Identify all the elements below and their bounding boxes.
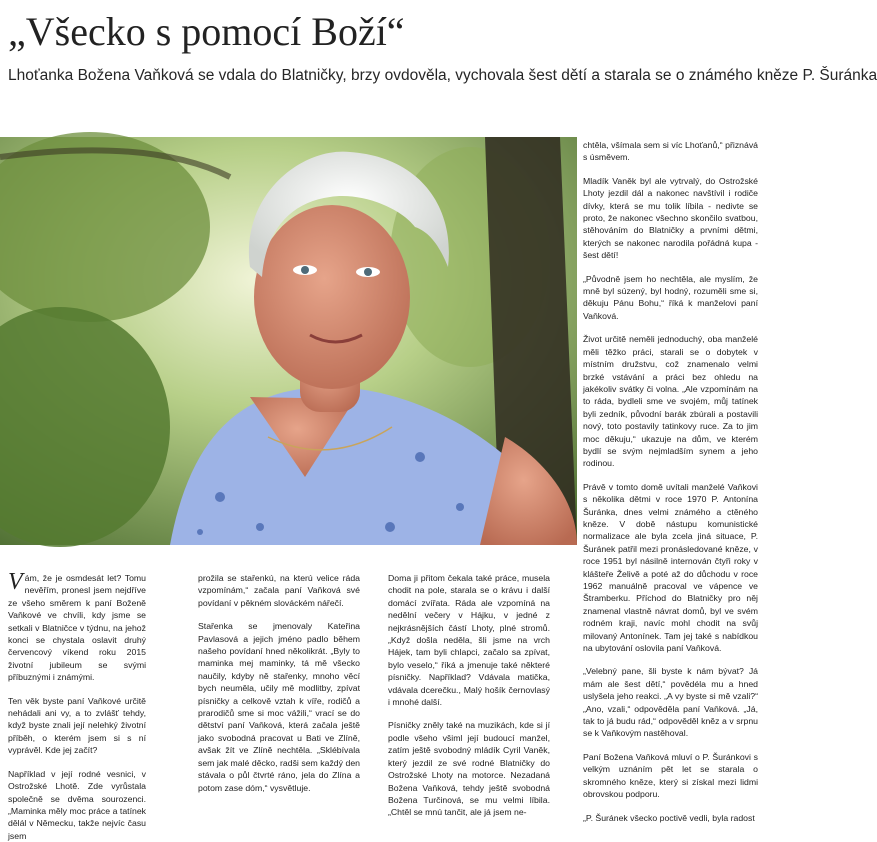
paragraph: Stařenka se jmenovaly Kateřina Pavlasová a jejich jméno padlo během našeho povídaní hned několikrát. „Byly to maminka mej maminky, tá mě všecko naučily, kdyby ně stařenky, mnoho věcí bych neuměla, učily mě modlitby, zpívat písničky a celkově vztah k víře, rodičů a prarodičů sme si moc vážili,“ vrací se do dětství paní Vaňková, která začala ještě jako svobodná pracovat u Bati ve Zlíně, avšak žít ve Zlíně nechtěla. „Sklébívala sem jak malé děcko, radši sem každý den stávala o půl čtvrté ráno, jela do Zlína a potom zase dóm,“ vysvětluje. [198,621,360,793]
drop-cap: V [8,569,23,595]
paragraph: chtěla, všímala sem si víc Lhoťanů,“ přiznává s úsměvem. [583,140,758,163]
article-title: „Všecko s pomocí Boží“ [8,9,405,54]
paragraph: Právě v tomto domě uvítali manželé Vaňkovi s několika dětmi v roce 1970 P. Antonína Šuránka, dnes velmi známého a ctěného kněze. V době nástupu komunistické normalizace ale byla zcela jiná situace, P. Šuránek patřil mezi pronásledované kněze, v roce 1951 byl násilně internován čtyři roky v klášteře Želivě a poté až do důchodu v roce 1962 manuálně pracoval ve vápence ve Štramberku. Příchod do Blatničky pro něj znamenal vlastně návrat domů, byl ve svém rodném kraji, navíc mohl chodit na svůj milovaný Antonínek. Tam jej také s nabídkou na ubytování oslovila paní Vaňková. [583,481,758,654]
paragraph [8,569,146,684]
paragraph: Paní Božena Vaňková mluví o P. Šuránkovi s velkým uznáním pět let se starala o skromného kněze, který si získal mezi lidmi obrovskou podporu. [583,751,758,800]
paragraph: Například v její rodné vesnici, v Ostrožské Lhotě. Zde vyrůstala společně se dvěma sourozenci. „Maminka měly moc práce a tatínek dělál v Německu, takže nejvíc času jsem [8,768,146,841]
article-column-3 [388,572,550,819]
paragraph: Život určitě neměli jednoduchý, oba manželé měli těžko práci, starali se o dobytek v místním družstvu, což znamenalo velmi brzké vstávání a práci bez ohledu na jakékoliv svátky či volna. „Ale vzpomínám na to ráda, bydleli sme ve svojém, můj tatínek byli zedník, původní barák zbúrali a postavili nový, toto postavily tatinkovy ruce. Za to jim moc děkuju,“ ukazuje na dům, ve kterém bydlí se svým nejmladším synem a jeho rodinou. [583,334,758,469]
paragraph: Ten věk byste paní Vaňkové určitě nehádali ani vy, a to zvlášť tehdy, když byste znali její nelehký životní příběh, o kterém jsem si s ní vyprávěl. Kde jej začít? [8,695,146,756]
paragraph: „Velebný pane, šli byste k nám bývat? Já mám ale šest dětí,“ povědéla mu a hned uslyšela jeho reakci. „A vy byste si mě vzali?“ „Ano, vzali,“ odpověděla paní Vaňková. „Já, tak to já budu rád,“ odpověděl kněz a v srpnu se k Vaňkovým nastěhoval. [583,666,758,739]
paragraph: „Původně jsem ho nechtěla, ale myslím, že mně byl súzený, byl hodný, rozuměli sme si, děkuju Pánu Bohu,“ říká k manželovi paní Vaňková. [583,273,758,321]
portrait-photo [0,137,577,545]
paragraph: Doma ji přitom čekala také práce, musela chodit na pole, starala se o krávu i další domácí zvířata. Ráda ale vzpomíná na nedělní večery v Hájku, v jedné z nejkrásnějších částí Lhoty, plné stromů. „Když došla neděla, šli jsme na vrch Hájek, tam byli chlapci, začalo sa zpívat, bylo veselo,“ říká a jmenuje také některé písničky. Například? Vdávala matička, vdávala dcerečku., Malý hošík černovlasý i mnohé další. [388,573,550,708]
paragraph-text: ám, že je osmdesát let? Tomu nevěřím, pronesl jsem nejdříve ze všeho směrem k paní Boženě Vaňkové ve chvíli, kdy jsme se setkali v Blatničce v týdnu, na jehož konci se chystala oslavit druhý červencový víkend roku 2015 životní jubileum se svými příbuznými i známými. [8,573,146,683]
portrait-illustration [0,137,577,545]
paragraph: „P. Šuránek všecko poctivě vedli, byla radost [583,812,755,823]
paragraph: prožila se stařenkú, na kterú velice ráda vzpomínám,“ začala paní Vaňková své povídaní v pěkném slováckém nářečí. [198,573,360,608]
article-column-2 [198,572,360,794]
article-column-1 [8,569,146,842]
paragraph: Mladík Vaněk byl ale vytrvalý, do Ostrožské Lhoty jezdil dál a nakonec navštívil i rodiče dívky, která se mu tolik líbila - nedivte se proto, že nakonec všechno skončilo svatbou, stěhováním do Blatničky a prvními dětmi, kterých se nakonec narodila pořádná kupa - šest dětí! [583,175,758,261]
article-subtitle: Lhoťanka Božena Vaňková se vdala do Blatničky, brzy ovdověla, vychovala šest dětí a starala se o známého kněze P. Šuránka [8,67,877,84]
paragraph: Písničky zněly také na muzikách, kde si jí podle všeho všiml její budoucí manžel, zatím ještě svobodný mládík Cyril Vaněk, který jezdil ze své rodné Blatničky do Ostrožské Lhoty na motorce. Nezadaná Božena Vaňková, tehdy ještě svobodná Božena Turčinová, se mu velmi líbila. „Chtěl se mnú tančit, ale já jsem ne- [388,720,550,818]
article-column-4 [583,139,758,824]
